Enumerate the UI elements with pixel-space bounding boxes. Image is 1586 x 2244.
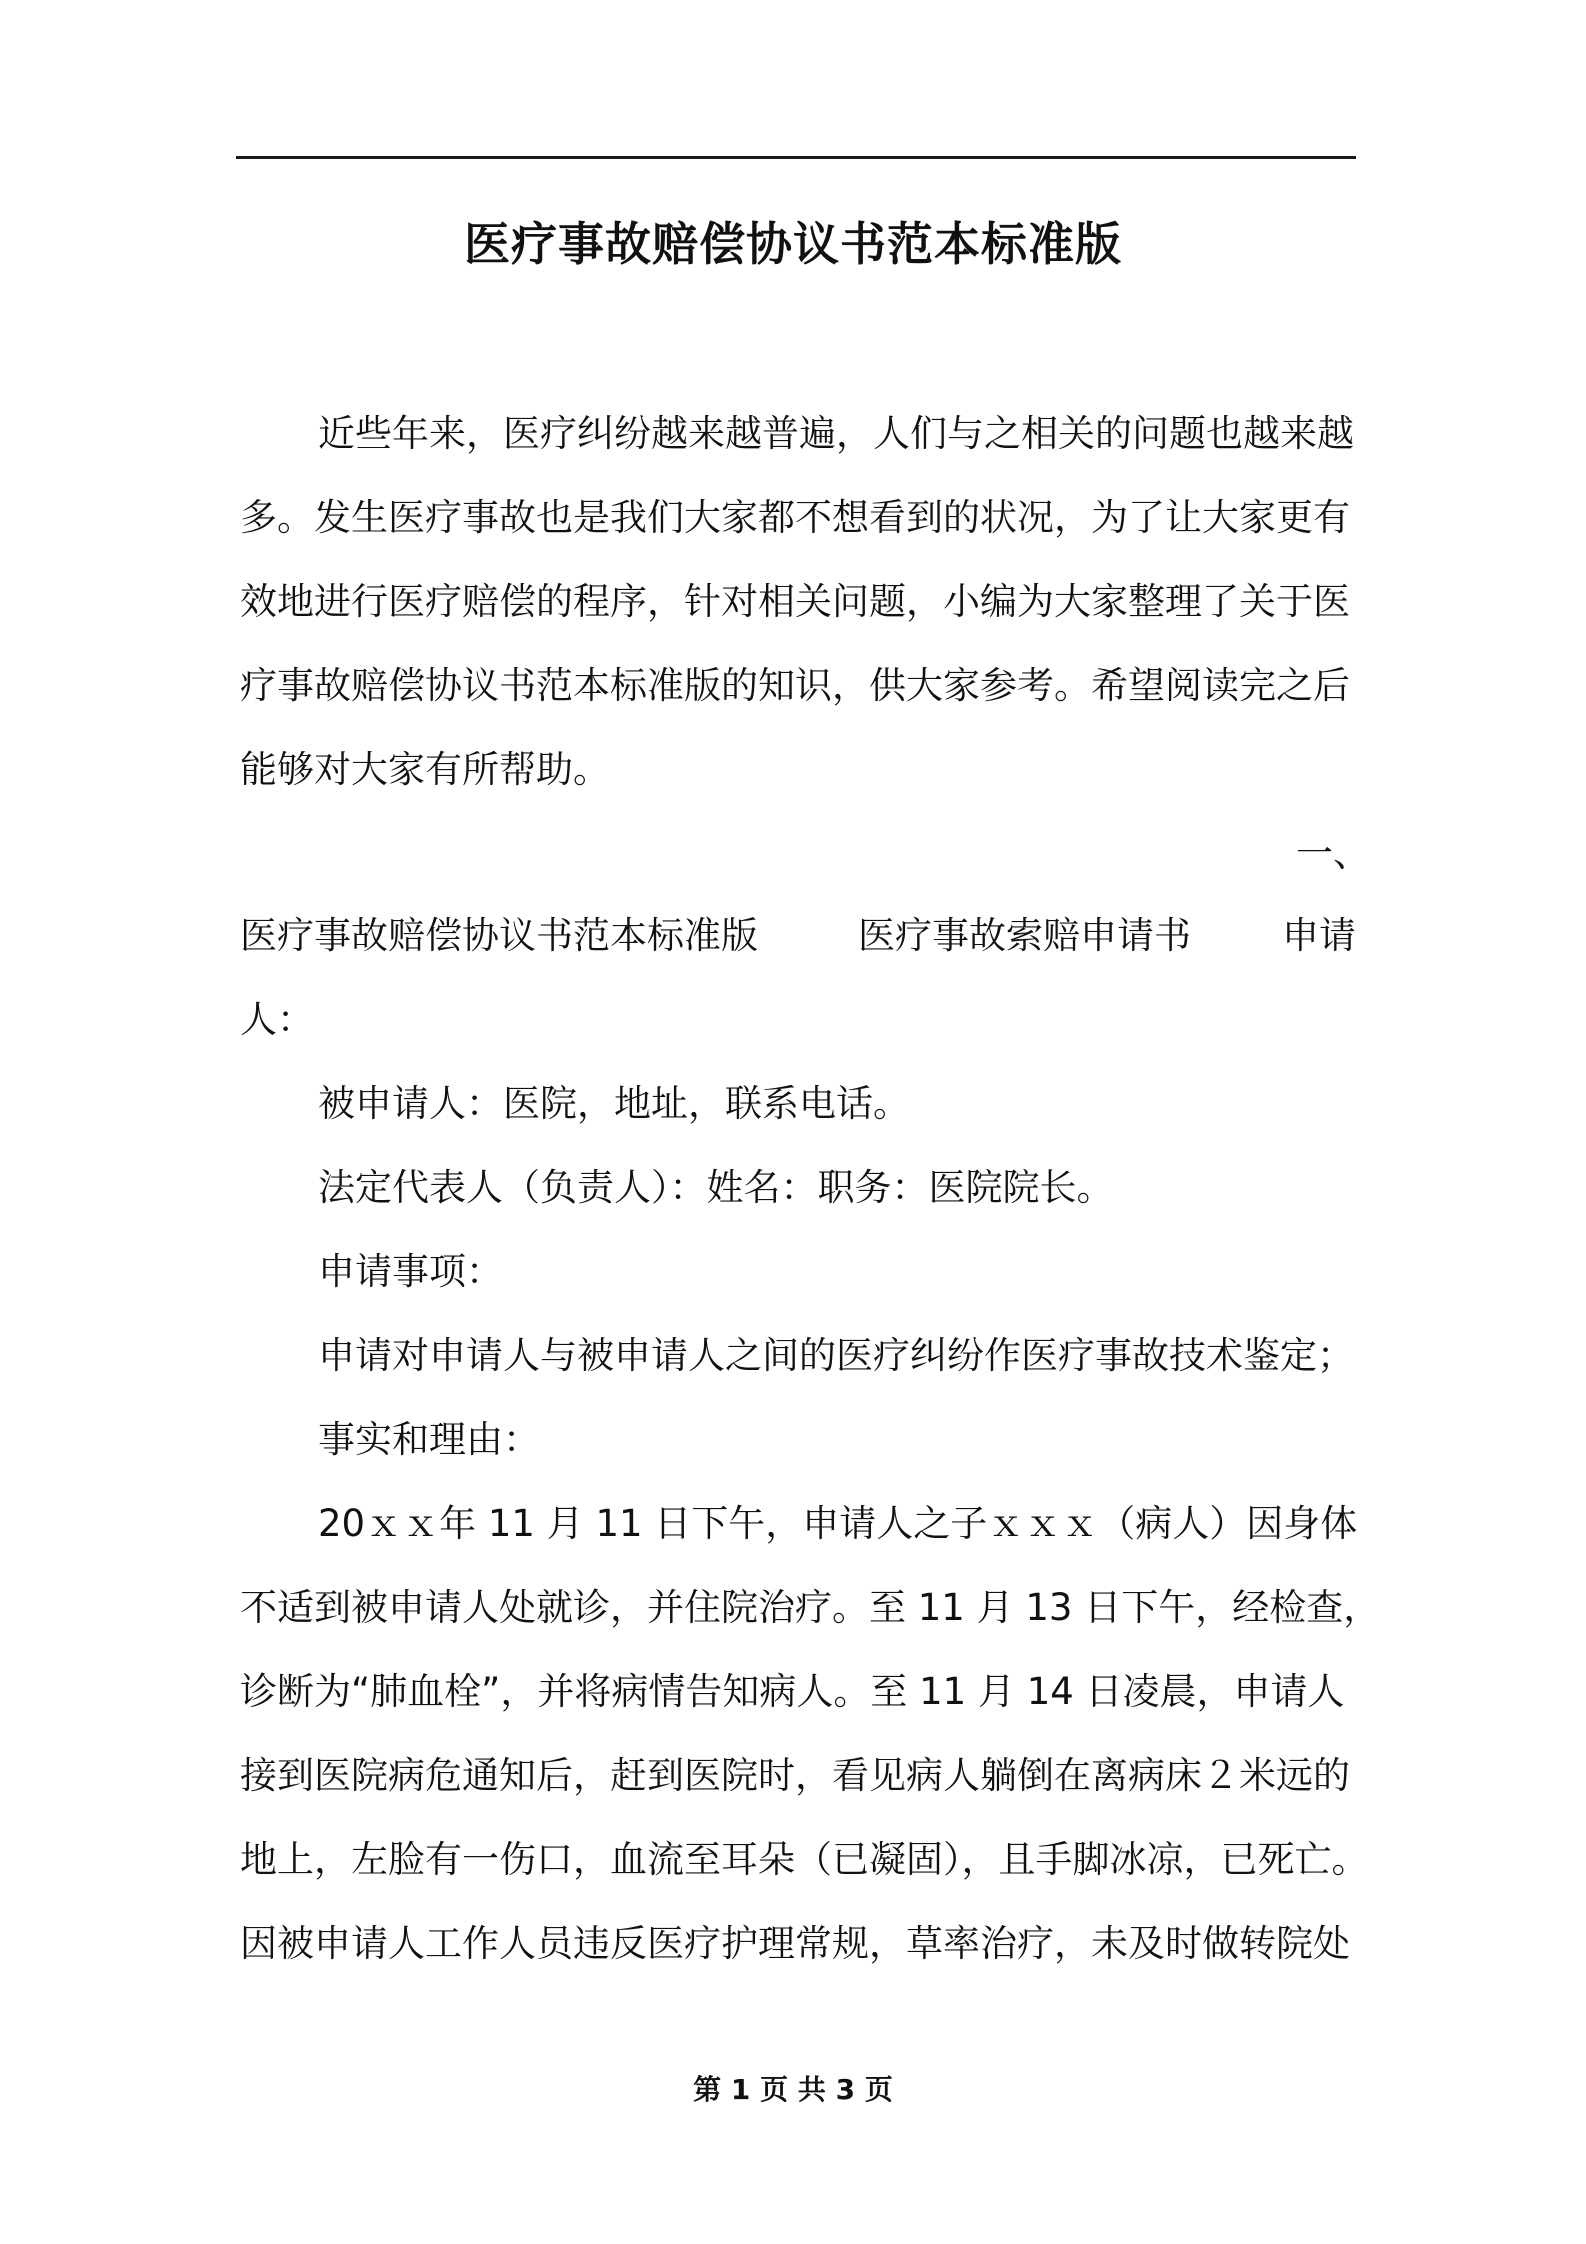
body-line: 申请对申请人与被申请人之间的医疗纠纷作医疗事故技术鉴定； xyxy=(318,1334,1354,1377)
body-line: 不适到被申请人处就诊，并住院治疗。至 11 月 13 日下午，经检查， xyxy=(240,1586,1381,1629)
body-line: 申请事项： xyxy=(318,1250,503,1293)
body-line: 诊断为“肺血栓”，并将病情告知病人。至 11 月 14 日凌晨，申请人 xyxy=(240,1670,1345,1713)
body-line: 近些年来，医疗纠纷越来越普遍，人们与之相关的问题也越来越 xyxy=(318,412,1354,455)
body-line: 接到医院病危通知后，赶到医院时，看见病人躺倒在离病床２米远的 xyxy=(240,1754,1350,1797)
section-title: 医疗事故赔偿协议书范本标准版 xyxy=(240,914,758,957)
body-line: 人： xyxy=(240,998,314,1041)
body-line: 因被申请人工作人员违反医疗护理常规，草率治疗，未及时做转院处 xyxy=(240,1922,1350,1965)
page-footer: 第 1 页 共 3 页 xyxy=(693,2073,893,2106)
body-line: 多。发生医疗事故也是我们大家都不想看到的状况，为了让大家更有 xyxy=(240,496,1350,539)
body-line: 法定代表人（负责人）：姓名：职务：医院院长。 xyxy=(318,1166,1114,1209)
body-line: 疗事故赔偿协议书范本标准版的知识，供大家参考。希望阅读完之后 xyxy=(240,664,1350,707)
section-number: 一、 xyxy=(1296,832,1370,875)
body-line: 地上，左脸有一伤口，血流至耳朵（已凝固），且手脚冰凉，已死亡。 xyxy=(240,1838,1369,1881)
body-line: 20ｘｘ年 11 月 11 日下午，申请人之子ｘｘｘ（病人）因身体 xyxy=(318,1502,1358,1545)
document-title: 医疗事故赔偿协议书范本标准版 xyxy=(464,217,1122,271)
section-subtitle: 医疗事故索赔申请书 xyxy=(858,914,1191,957)
body-line: 能够对大家有所帮助。 xyxy=(240,748,610,791)
body-line: 事实和理由： xyxy=(318,1418,540,1461)
header-rule xyxy=(236,156,1356,159)
body-line: 被申请人：医院，地址，联系电话。 xyxy=(318,1082,910,1125)
body-line: 申请 xyxy=(1282,914,1356,957)
body-line: 效地进行医疗赔偿的程序，针对相关问题，小编为大家整理了关于医 xyxy=(240,580,1350,623)
